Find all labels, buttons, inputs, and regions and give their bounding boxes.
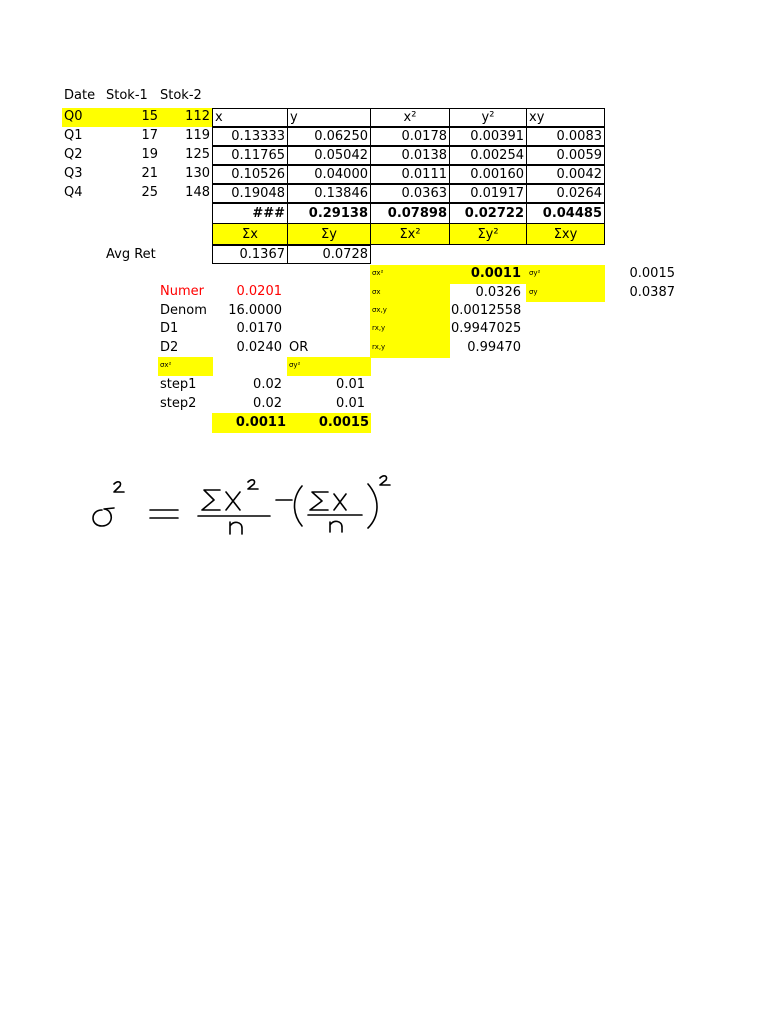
stok2-cell: 125 bbox=[185, 147, 210, 162]
sum-label-x2: Σx² bbox=[370, 223, 450, 245]
or-label: OR bbox=[289, 340, 309, 355]
calc-cell: 0.05042 bbox=[287, 146, 371, 165]
final-sx2: 0.0011 bbox=[212, 413, 288, 433]
d2-value: 0.0240 bbox=[236, 340, 282, 355]
calc-cell: 0.04000 bbox=[287, 165, 371, 184]
header-date: Date bbox=[64, 88, 96, 103]
calc-header-xy: xy bbox=[526, 108, 605, 127]
calc-cell: 0.13333 bbox=[212, 127, 288, 146]
d1-label: D1 bbox=[160, 321, 179, 336]
stok1-cell: 17 bbox=[141, 128, 158, 143]
date-cell: Q2 bbox=[64, 147, 83, 162]
avg-ret-y: 0.0728 bbox=[287, 245, 371, 264]
header-stok-2: Stok-2 bbox=[160, 88, 202, 103]
calc-header-x2: x² bbox=[370, 108, 450, 127]
total-xy: 0.04485 bbox=[526, 203, 605, 224]
calc-cell: 0.19048 bbox=[212, 184, 288, 203]
calc-cell: 0.0042 bbox=[526, 165, 605, 184]
d2-label: D2 bbox=[160, 340, 179, 355]
sx-value: 0.0326 bbox=[475, 285, 521, 300]
stok1-cell: 21 bbox=[141, 166, 158, 181]
calc-header-y: y bbox=[287, 108, 371, 127]
date-cell: Q1 bbox=[64, 128, 83, 143]
numer-label: Numer bbox=[160, 284, 204, 299]
calc-cell: 0.0178 bbox=[370, 127, 450, 146]
sx2-value: 0.0011 bbox=[470, 266, 521, 281]
calc-header-x: x bbox=[212, 108, 288, 127]
sx2-label: σx² bbox=[372, 269, 384, 277]
rxy-value: 0.9947025 bbox=[451, 321, 522, 336]
denom-label: Denom bbox=[160, 303, 207, 318]
step1-y: 0.01 bbox=[336, 377, 365, 392]
step2-label: step2 bbox=[160, 396, 197, 411]
step2-x: 0.02 bbox=[253, 396, 282, 411]
sum-label-y2: Σy² bbox=[449, 223, 527, 245]
stok2-cell: 148 bbox=[185, 185, 210, 200]
calc-cell: 0.10526 bbox=[212, 165, 288, 184]
work-sx2-label: σx² bbox=[158, 357, 213, 376]
date-cell: Q4 bbox=[64, 185, 83, 200]
numer-value: 0.0201 bbox=[236, 284, 282, 299]
step1-label: step1 bbox=[160, 377, 197, 392]
sum-label-x: Σx bbox=[212, 223, 288, 245]
calc-cell: 0.11765 bbox=[212, 146, 288, 165]
denom-value: 16.0000 bbox=[228, 303, 282, 318]
avg-ret-x: 0.1367 bbox=[212, 245, 288, 264]
sxy-label: σx,y bbox=[372, 306, 387, 314]
calc-cell: 0.00254 bbox=[449, 146, 527, 165]
work-sy2-label: σy² bbox=[287, 357, 371, 376]
calc-cell: 0.13846 bbox=[287, 184, 371, 203]
date-cell: Q3 bbox=[64, 166, 83, 181]
sy-label: σy bbox=[529, 288, 538, 296]
calc-cell: 0.00160 bbox=[449, 165, 527, 184]
calc-cell: 0.01917 bbox=[449, 184, 527, 203]
calc-cell: 0.0138 bbox=[370, 146, 450, 165]
sxy-value: 0.0012558 bbox=[451, 303, 522, 318]
calc-cell: 0.0363 bbox=[370, 184, 450, 203]
sx-label: σx bbox=[372, 288, 381, 296]
sy2-value: 0.0015 bbox=[629, 266, 675, 281]
sy2-label: σy² bbox=[529, 269, 541, 277]
d1-value: 0.0170 bbox=[236, 321, 282, 336]
stok1-cell: 19 bbox=[141, 147, 158, 162]
sy-value: 0.0387 bbox=[629, 285, 675, 300]
sum-label-y: Σy bbox=[287, 223, 371, 245]
step2-y: 0.01 bbox=[336, 396, 365, 411]
step1-x: 0.02 bbox=[253, 377, 282, 392]
rxy-label: rx,y bbox=[372, 324, 386, 332]
stok1-cell: 15 bbox=[141, 109, 158, 124]
total-x: ### bbox=[212, 203, 288, 224]
stok2-cell: 112 bbox=[185, 109, 210, 124]
header-stok-1: Stok-1 bbox=[106, 88, 148, 103]
date-cell: Q0 bbox=[64, 109, 83, 124]
total-y2: 0.02722 bbox=[449, 203, 527, 224]
calc-cell: 0.0083 bbox=[526, 127, 605, 146]
calc-cell: 0.0264 bbox=[526, 184, 605, 203]
total-x2: 0.07898 bbox=[370, 203, 450, 224]
calc-cell: 0.0059 bbox=[526, 146, 605, 165]
sum-label-xy: Σxy bbox=[526, 223, 605, 245]
calc-header-y2: y² bbox=[449, 108, 527, 127]
stok1-cell: 25 bbox=[141, 185, 158, 200]
rxy2-label: rx,y bbox=[372, 343, 386, 351]
calc-cell: 0.0111 bbox=[370, 165, 450, 184]
calc-cell: 0.06250 bbox=[287, 127, 371, 146]
variance-formula-handwritten-icon bbox=[80, 470, 410, 544]
rxy2-value: 0.99470 bbox=[467, 340, 521, 355]
calc-cell: 0.00391 bbox=[449, 127, 527, 146]
final-sy2: 0.0015 bbox=[287, 413, 371, 433]
stok2-cell: 130 bbox=[185, 166, 210, 181]
total-y: 0.29138 bbox=[287, 203, 371, 224]
stok2-cell: 119 bbox=[185, 128, 210, 143]
avg-ret-label: Avg Ret bbox=[106, 247, 156, 262]
